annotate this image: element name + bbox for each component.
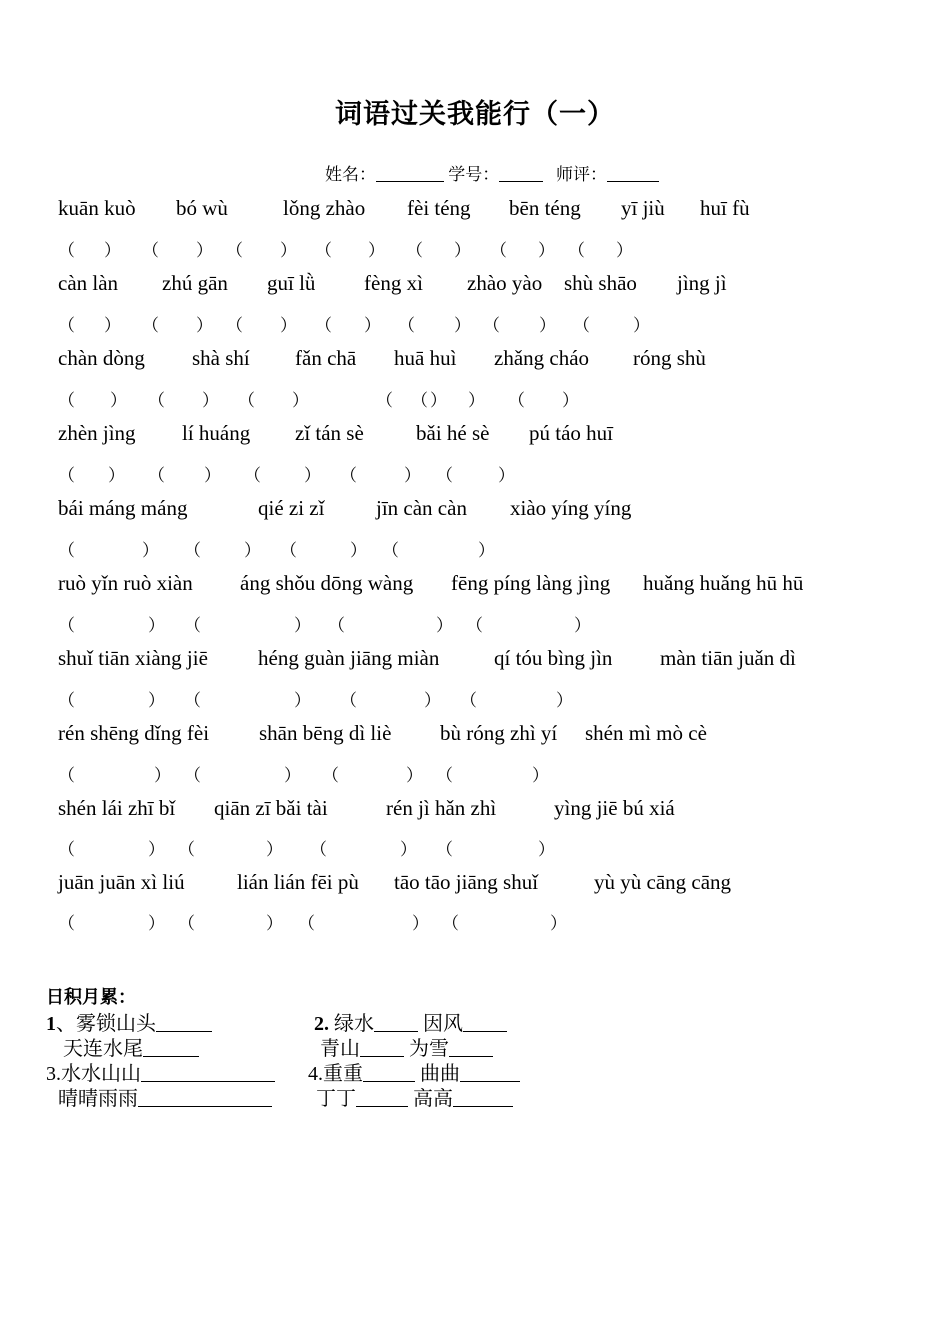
paren-open: （: [340, 466, 357, 485]
answer-blank[interactable]: [526, 386, 562, 408]
paren-close: ）: [104, 316, 121, 335]
answer-blank[interactable]: [76, 311, 104, 333]
answer-blank[interactable]: [454, 835, 538, 857]
paren-close: ）: [104, 241, 121, 260]
paren-open: （: [508, 391, 525, 410]
paren-close: ）: [204, 466, 221, 485]
answer-blank[interactable]: [484, 611, 574, 633]
pinyin-word: bó wù: [176, 196, 228, 220]
q2-b-blank[interactable]: [463, 1013, 507, 1032]
q3-b: 晴晴雨雨: [58, 1088, 138, 1110]
paren-open: （: [58, 316, 75, 335]
pinyin-word: shān bēng dì liè: [259, 721, 392, 745]
answer-blank[interactable]: [454, 761, 532, 783]
paren-close: ）: [294, 691, 311, 710]
pinyin-word: shén lái zhī bǐ: [58, 796, 176, 820]
q2-a-blank[interactable]: [374, 1013, 418, 1032]
paren-close: ）: [498, 466, 515, 485]
paren-open: （: [398, 316, 415, 335]
paren-close: ）: [292, 391, 309, 410]
paren-close: ）: [364, 316, 381, 335]
answer-blank[interactable]: [76, 686, 148, 708]
comment-blank[interactable]: [607, 165, 659, 182]
pinyin-word: guī lǜ: [267, 271, 316, 295]
pinyin-word: huǎng huǎng hū hū: [643, 571, 804, 595]
paren-open: （: [573, 316, 590, 335]
paren-open: （: [58, 691, 75, 710]
paren-open: （: [184, 541, 201, 560]
paren-open: （: [226, 316, 243, 335]
accumulate-q4-line2: [316, 1082, 513, 1111]
q2-b: 因风: [423, 1013, 463, 1035]
paren-close: ）: [454, 241, 471, 260]
paren-open: （: [178, 914, 195, 933]
answer-blank[interactable]: [196, 835, 266, 857]
q2-c: 青山: [320, 1038, 360, 1060]
paren-close: ）: [400, 840, 417, 859]
comment-label: 师评：: [556, 165, 607, 184]
paren-open: （: [382, 541, 399, 560]
pinyin-word: zhào yào: [467, 271, 543, 295]
paren-close: ）: [142, 541, 159, 560]
q4-b-blank[interactable]: [460, 1063, 520, 1082]
pinyin-word: áng shǒu dōng wàng: [240, 571, 414, 595]
answer-blank[interactable]: [76, 386, 110, 408]
answer-blank[interactable]: [76, 461, 108, 483]
answer-blank[interactable]: [429, 386, 468, 408]
paren-close: ）: [280, 241, 297, 260]
paren-close: ）: [539, 316, 556, 335]
paren-open: （: [148, 391, 165, 410]
paren-close: ）: [633, 316, 650, 335]
pinyin-word: kuān kuò: [58, 196, 136, 220]
paren-close: ）: [280, 316, 297, 335]
pinyin-word: chàn dòng: [58, 346, 145, 370]
pinyin-word: huī fù: [700, 196, 750, 220]
answer-blank[interactable]: [454, 461, 498, 483]
paren-open: （: [58, 766, 75, 785]
paren-open: （: [58, 914, 75, 933]
pinyin-word: xiào yíng yíng: [510, 496, 632, 520]
answer-blank[interactable]: [244, 311, 280, 333]
paren-close: ）: [556, 691, 573, 710]
answer-blank[interactable]: [316, 909, 412, 931]
q2-c-blank[interactable]: [360, 1038, 404, 1057]
pinyin-word: lí huáng: [182, 421, 251, 445]
pinyin-word: shén mì mò cè: [585, 721, 707, 745]
paren-open: （: [280, 541, 297, 560]
pinyin-word: rén jì hǎn zhì: [386, 796, 497, 820]
paren-open: （: [436, 466, 453, 485]
pinyin-word: zǐ tán sè: [295, 421, 364, 445]
paren-close: ）: [202, 391, 219, 410]
answer-blank[interactable]: [76, 835, 148, 857]
paren-close: ）: [154, 766, 171, 785]
answer-blank[interactable]: [202, 611, 294, 633]
pinyin-word: càn làn: [58, 271, 119, 295]
paren-open: （: [142, 316, 159, 335]
paren-close: ）: [562, 391, 579, 410]
paren-open: （: [244, 466, 261, 485]
pinyin-word: tāo tāo jiāng shuǐ: [394, 870, 539, 894]
paren-open: （: [238, 391, 255, 410]
pinyin-word: bù róng zhì yí: [440, 721, 558, 745]
paren-close: ）: [468, 391, 485, 410]
paren-open: （: [340, 691, 357, 710]
paren-close: ）: [196, 241, 213, 260]
answer-blank[interactable]: [262, 461, 304, 483]
answer-blank[interactable]: [76, 611, 148, 633]
paren-open: （: [298, 914, 315, 933]
answer-blank[interactable]: [256, 386, 292, 408]
paren-open: （: [490, 241, 507, 260]
paren-open: （: [184, 616, 201, 635]
q4-b: 曲曲: [420, 1063, 460, 1085]
answer-blank[interactable]: [166, 386, 202, 408]
pinyin-word: rén shēng dǐng fèi: [58, 721, 210, 745]
paren-close: ）: [110, 391, 127, 410]
q4-number: 4.: [308, 1063, 323, 1085]
paren-open: （: [411, 391, 428, 410]
paren-open: （: [142, 241, 159, 260]
paren-open: （: [178, 840, 195, 859]
paren-close: ）: [266, 914, 283, 933]
paren-close: ）: [294, 616, 311, 635]
paren-close: ）: [284, 766, 301, 785]
pinyin-word: zhèn jìng: [58, 421, 136, 445]
paren-open: （: [58, 391, 75, 410]
paren-open: （: [460, 691, 477, 710]
pinyin-word: lǒng zhào: [283, 196, 366, 220]
paren-open: （: [58, 466, 75, 485]
paren-close: ）: [574, 616, 591, 635]
answer-blank[interactable]: [508, 236, 538, 258]
paren-close: ）: [148, 840, 165, 859]
q1-a: 雾锁山头: [76, 1013, 156, 1035]
q4-d: 高高: [413, 1088, 453, 1110]
pinyin-word: fèng xì: [364, 271, 423, 295]
q4-a: 重重: [323, 1063, 363, 1085]
answer-blank[interactable]: [202, 686, 294, 708]
paren-close: ）: [532, 766, 549, 785]
answer-blank[interactable]: [328, 835, 400, 857]
answer-blank[interactable]: [244, 236, 280, 258]
paren-close: ）: [304, 466, 321, 485]
paren-close: ）: [350, 541, 367, 560]
name-blank[interactable]: [376, 165, 444, 182]
paren-open: （: [328, 616, 345, 635]
paren-open: （: [483, 316, 500, 335]
paren-open: （: [58, 840, 75, 859]
answer-blank[interactable]: [478, 686, 556, 708]
id-blank[interactable]: [499, 165, 543, 182]
pinyin-word: juān juān xì liú: [58, 870, 185, 894]
pinyin-word: yī jiù: [621, 196, 665, 220]
answer-blank[interactable]: [346, 611, 436, 633]
paren-close: ）: [616, 241, 633, 260]
paren-open: （: [315, 241, 332, 260]
q3-a-blank[interactable]: [141, 1063, 275, 1082]
paren-close: ）: [244, 541, 261, 560]
paren-open: （: [58, 541, 75, 560]
pinyin-word: zhǎng cháo: [494, 346, 590, 370]
paren-close: ）: [196, 316, 213, 335]
q4-a-blank[interactable]: [363, 1063, 415, 1082]
pinyin-word: jīn càn càn: [376, 496, 467, 520]
answer-blank[interactable]: [501, 311, 539, 333]
paren-close: ）: [424, 691, 441, 710]
answer-blank[interactable]: [460, 909, 550, 931]
paren-close: ）: [266, 840, 283, 859]
q1-number: 1: [46, 1013, 56, 1035]
pinyin-word: bái máng máng: [58, 496, 188, 520]
paren-close: ）: [454, 316, 471, 335]
pinyin-word: fèi téng: [407, 196, 471, 220]
paren-close: ）: [538, 840, 555, 859]
pinyin-word: pú táo huī: [529, 421, 613, 445]
answer-blank[interactable]: [333, 236, 368, 258]
name-label: 姓名：: [325, 165, 376, 184]
answer-blank[interactable]: [76, 236, 104, 258]
pinyin-word: héng guàn jiāng miàn: [258, 646, 440, 670]
paren-open: （: [58, 616, 75, 635]
student-info: [325, 160, 659, 185]
paren-close: ）: [108, 466, 125, 485]
paren-open: （: [436, 840, 453, 859]
paren-open: （: [406, 241, 423, 260]
paren-open: （: [148, 466, 165, 485]
answer-blank[interactable]: [76, 761, 154, 783]
pinyin-word: bēn téng: [509, 196, 581, 220]
q2-d-blank[interactable]: [449, 1038, 493, 1057]
answer-blank[interactable]: [202, 536, 244, 558]
pinyin-word: qiān zī bǎi tài: [214, 796, 328, 820]
paren-close: ）: [368, 241, 385, 260]
answer-blank[interactable]: [160, 311, 196, 333]
paren-close: ）: [538, 241, 555, 260]
paren-open: （: [436, 766, 453, 785]
pinyin-word: róng shù: [633, 346, 706, 370]
accumulate-heading: 日积月累：: [46, 987, 136, 1008]
q1-b-blank[interactable]: [143, 1038, 199, 1057]
answer-blank[interactable]: [333, 311, 364, 333]
pinyin-word: lián lián fēi pù: [237, 870, 359, 894]
pinyin-word: yìng jiē bú xiá: [554, 796, 675, 820]
paren-close: ）: [404, 466, 421, 485]
paren-close: ）: [430, 391, 447, 410]
pinyin-word: ruò yǐn ruò xiàn: [58, 571, 193, 595]
accumulate-q3-line2: [58, 1082, 272, 1111]
paren-close: ）: [478, 541, 495, 560]
paren-open: （: [226, 241, 243, 260]
answer-blank[interactable]: [160, 236, 196, 258]
paren-open: （: [310, 840, 327, 859]
answer-blank[interactable]: [196, 909, 266, 931]
answer-blank[interactable]: [416, 311, 454, 333]
paren-close: ）: [550, 914, 567, 933]
pinyin-word: fǎn chā: [295, 346, 357, 370]
answer-blank[interactable]: [400, 536, 478, 558]
page-title: 词语过关我能行（一）: [335, 99, 615, 130]
answer-blank[interactable]: [358, 686, 424, 708]
paren-close: ）: [406, 766, 423, 785]
q2-d: 为雪: [409, 1038, 449, 1060]
pinyin-word: bǎi hé sè: [416, 421, 490, 445]
answer-blank[interactable]: [591, 311, 633, 333]
paren-open: （: [442, 914, 459, 933]
answer-blank[interactable]: [358, 461, 404, 483]
paren-close: ）: [436, 616, 453, 635]
pinyin-word: yù yù cāng cāng: [594, 870, 732, 894]
pinyin-word: qié zi zǐ: [258, 496, 325, 520]
q4-c: 丁丁: [316, 1088, 356, 1110]
paren-close: ）: [148, 914, 165, 933]
answer-blank[interactable]: [76, 909, 148, 931]
pinyin-word: shuǐ tiān xiàng jiē: [58, 646, 208, 670]
paren-open: （: [184, 766, 201, 785]
answer-blank[interactable]: [586, 236, 616, 258]
pinyin-word: jìng jì: [677, 271, 727, 295]
q2-number: 2.: [314, 1013, 329, 1035]
q4-c-blank[interactable]: [356, 1088, 408, 1107]
id-label: 学号：: [448, 165, 500, 184]
pinyin-word: shà shí: [192, 346, 250, 370]
q3-a: 水水山山: [61, 1063, 141, 1085]
pinyin-word: huā huì: [394, 346, 457, 370]
pinyin-word: màn tiān juǎn dì: [660, 646, 796, 670]
answer-blank[interactable]: [298, 536, 350, 558]
pinyin-word: fēng píng làng jìng: [451, 571, 611, 595]
paren-open: （: [466, 616, 483, 635]
answer-blank[interactable]: [340, 761, 406, 783]
paren-close: ）: [148, 616, 165, 635]
answer-blank[interactable]: [424, 236, 454, 258]
paren-open: （: [568, 241, 585, 260]
pinyin-word: zhú gān: [162, 271, 228, 295]
answer-blank[interactable]: [166, 461, 204, 483]
q1-a-blank[interactable]: [156, 1013, 212, 1032]
q3-number: 3.: [46, 1063, 61, 1085]
q4-d-blank[interactable]: [453, 1088, 513, 1107]
paren-open: （: [315, 316, 332, 335]
paren-open: （: [322, 766, 339, 785]
paren-open: （: [376, 391, 393, 410]
pinyin-word: qí tóu bìng jìn: [494, 646, 613, 670]
paren-close: ）: [412, 914, 429, 933]
answer-blank[interactable]: [202, 761, 284, 783]
paren-open: （: [184, 691, 201, 710]
paren-open: （: [58, 241, 75, 260]
q1-sep: 、: [56, 1013, 76, 1035]
pinyin-word: shù shāo: [564, 271, 637, 295]
paren-close: ）: [148, 691, 165, 710]
q1-b: 天连水尾: [63, 1038, 143, 1060]
q2-a: 绿水: [334, 1013, 374, 1035]
q3-b-blank[interactable]: [138, 1088, 272, 1107]
answer-blank[interactable]: [76, 536, 142, 558]
